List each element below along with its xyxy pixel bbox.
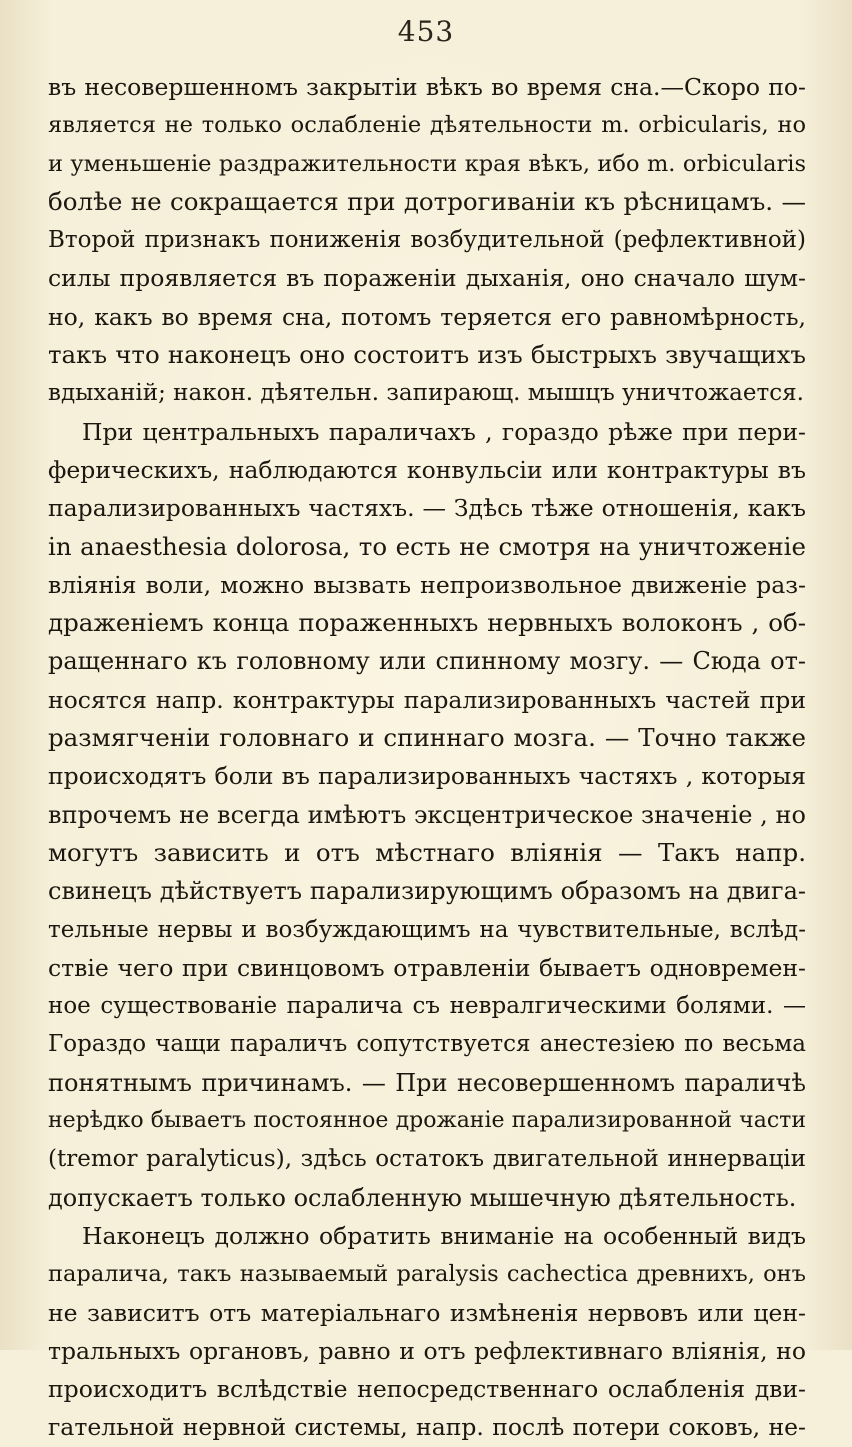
text-line: влiянiя воли, можно вызвать непроизвольное движенiе раз- — [48, 570, 806, 599]
text-line: Гораздо чащи параличъ сопутствуется анестезiею по весьма — [48, 1031, 806, 1058]
text-line: ствiе чего при свинцовомъ отравленiи бываетъ одновремен- — [48, 953, 806, 982]
text-line: тельные нервы и возбуждающимъ на чувствительные, вслѣд- — [48, 916, 806, 943]
text-line: болѣе не сокращается при дотрогиванiи къ рѣсницамъ. — — [48, 186, 806, 216]
text-line: происходитъ вслѣдствiе непосредственнаго ослабленiя дви- — [48, 1375, 806, 1404]
text-line: такъ что наконецъ оно состоитъ изъ быстрыхъ звучащихъ — [48, 340, 806, 370]
text-line: свинецъ дѣйствуетъ парализирующимъ образомъ на двига- — [48, 877, 806, 906]
text-line: размягченiи головнаго и спиннаго мозга. — Точно также — [48, 723, 806, 753]
text-line: ное существованiе паралича съ невралгическими болями. — — [48, 993, 806, 1020]
page-number: 453 — [397, 15, 455, 48]
text-line: носятся напр. контрактуры парализированныхъ частей при — [48, 685, 806, 714]
text-line: понятнымъ причинамъ. — При несовершенномъ параличѣ — [48, 1068, 806, 1097]
text-line: парализированныхъ частяхъ. — Здѣсь тѣже отношенiя, какъ — [48, 494, 806, 523]
text-line: паралича, такъ называемый paralysis cachectica древнихъ, онъ — [48, 1261, 806, 1288]
text-line: но, какъ во время сна, потомъ теряется его равномѣрность, — [48, 302, 806, 331]
text-line: гательной нервной системы, напр. послѣ потери соковъ, не- — [48, 1413, 806, 1442]
text-line: является не только ослабленiе дѣятельности m. orbicularis, но — [48, 112, 806, 139]
body-text — [48, 68, 806, 1447]
text-line: нерѣдко бываетъ постоянное дрожанiе парализированной части — [48, 1108, 806, 1134]
text-line: ферическихъ, наблюдаются конвульсiи или контрактуры въ — [48, 455, 806, 484]
text-line: Наконецъ должно обратить вниманiе на особенный видъ — [82, 1221, 806, 1250]
text-line: ращеннаго къ головному или спинному мозгу. — Сюда от- — [48, 647, 806, 676]
text-line: происходятъ боли въ парализированныхъ частяхъ , которыя — [48, 762, 806, 791]
text-line: вдыханiй; након. дѣятельн. запирающ. мышцъ уничтожается. — [48, 380, 804, 407]
text-line: драженiемъ конца пораженныхъ нервныхъ волоконъ , об- — [48, 608, 806, 638]
text-line: При центральныхъ параличахъ , гораздо рѣже при пери- — [82, 417, 806, 446]
text-line: допускаетъ только ослабленную мышечную дѣятельность. — [48, 1183, 797, 1212]
text-line: (tremor paralyticus), здѣсь остатокъ двигательной иннерваціи — [48, 1146, 806, 1173]
text-line: впрочемъ не всегда имѣютъ эксцентрическое значенiе , но — [48, 800, 806, 829]
text-line: силы проявляется въ пораженiи дыханiя, оно сначало шум- — [48, 264, 806, 293]
text-line: могутъ зависить и отъ мѣстнаго влiянiя — Такъ напр. — [48, 837, 806, 867]
text-line: Второй признакъ пониженiя возбудительной (рефлективной) — [48, 227, 806, 254]
text-line: in anaesthesia dolorosa, то есть не смотря на уничтоженiе — [48, 531, 806, 561]
text-line: въ несовершенномъ закрытiи вѣкъ во время сна.—Скоро по- — [48, 73, 806, 101]
text-line: и уменьшенiе раздражительности края вѣкъ, ибо m. orbicularis — [48, 150, 806, 177]
text-line: не зависитъ отъ матерiальнаго измѣненiя нервовъ или цен- — [48, 1298, 806, 1327]
text-line: тральныхъ органовъ, равно и отъ рефлективнаго влiянiя, но — [48, 1336, 806, 1365]
